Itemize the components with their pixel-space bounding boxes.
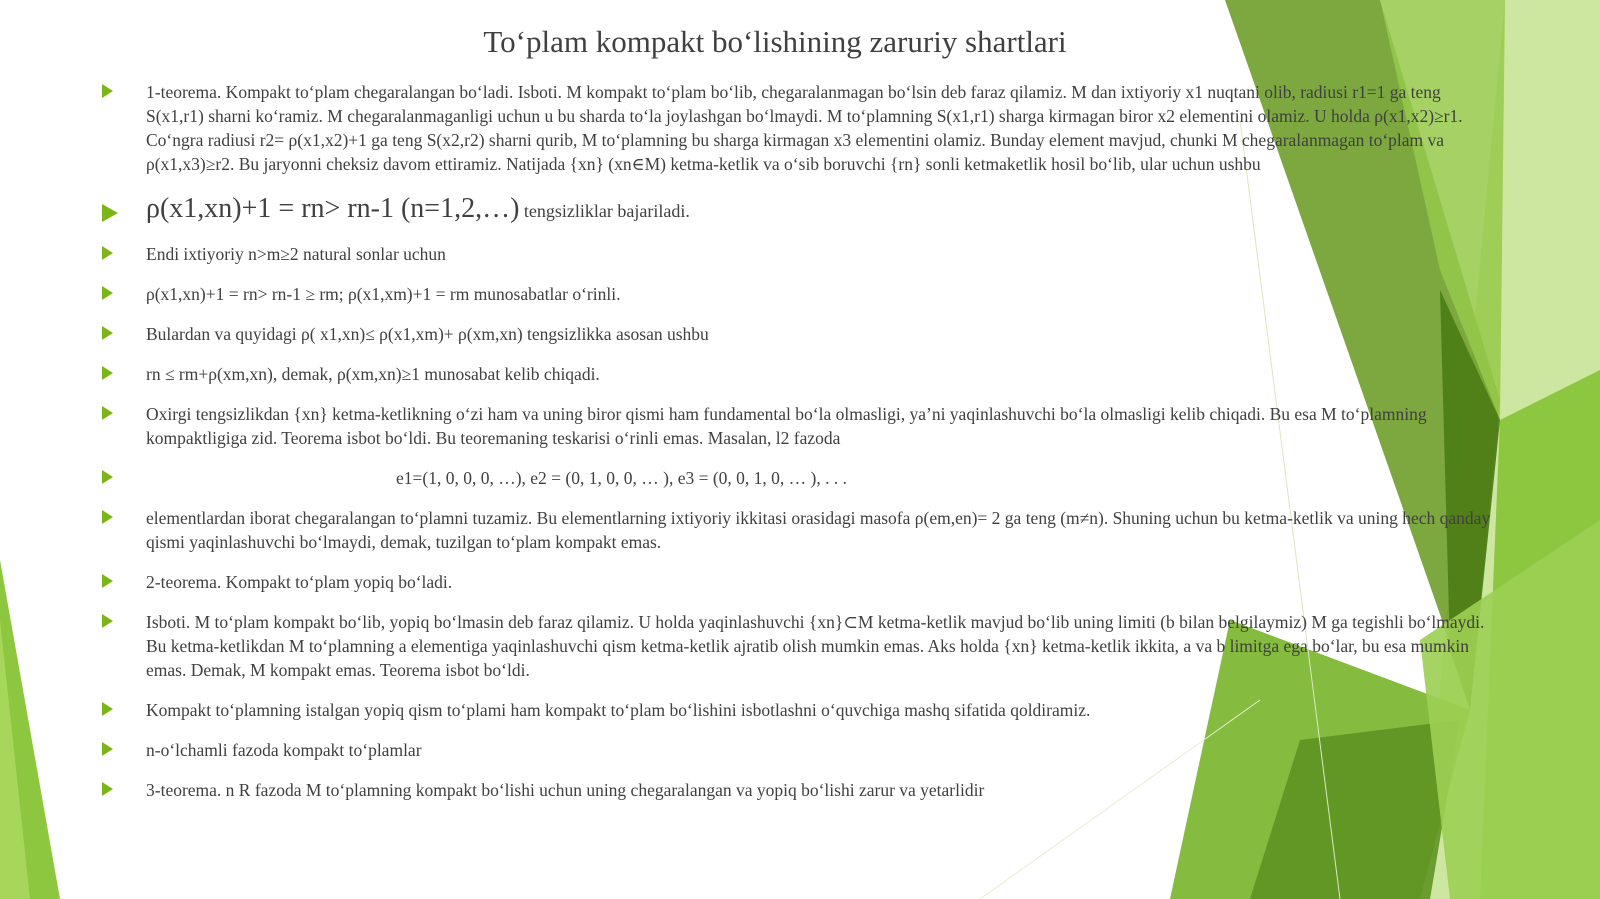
bullet-text: elementlardan iborat chegaralangan to‘plamni tuzamiz. Bu elementlarning ixtiyoriy ikkitasi orasidagi masofa ρ(em,en)= 2 ga teng (m≠n). Shuning uchun bu ketma-ketlik va uning hech qanday qismi yaqinlashuvchi bo‘lmaydi, demak, tuzilgan to‘plam kompakt emas. <box>146 508 1491 552</box>
bullet-text: ρ(x1,xn)+1 = rn> rn-1 ≥ rm; ρ(x1,xm)+1 = rm munosabatlar o‘rinli. <box>146 284 621 304</box>
bullet-text: Isboti. M to‘plam kompakt bo‘lib, yopiq bo‘lmasin deb faraz qilamiz. U holda yaqinlashuvchi {xn}⊂M ketma-ketlik mavjud bo‘lib uning limiti (b bilan belgilaymiz) M ga tegishli bo‘lmaydi. Bu ketma-ketlikdan M to‘plamning a elementiga yaqinlashuvchi qism ketma-ketlik ajratib olish mumkin emas. Aks holda {xn} ketma-ketlik ikkita, a va b limitga ega bo‘lar, bu esa mumkin emas. Demak, M kompakt emas. Teorema isbot bo‘ldi. <box>146 612 1485 680</box>
list-item <box>100 362 1500 386</box>
bullet-arrow-icon <box>102 742 113 756</box>
bullet-arrow-icon <box>102 246 113 260</box>
bullet-text: 3-teorema. n R fazoda M to‘plamning kompakt bo‘lishi uchun uning chegaralangan va yopiq bo‘lishi zarur va yetarlidir <box>146 780 985 800</box>
slide-title: To‘plam kompakt bo‘lishining zaruriy shartlari <box>483 24 1067 59</box>
list-item <box>100 242 1500 266</box>
bullet-arrow-icon <box>102 366 113 380</box>
formula-suffix: tengsizliklar bajariladi. <box>519 201 690 221</box>
list-item <box>100 80 1500 176</box>
bullet-text: Kompakt to‘plamning istalgan yopiq qism to‘plami ham kompakt to‘plam bo‘lishini isbotlashni o‘quvchiga mashq sifatida qoldiramiz. <box>146 700 1091 720</box>
bullet-arrow-icon <box>102 406 113 420</box>
list-item <box>100 322 1500 346</box>
bullet-arrow-icon <box>102 574 113 588</box>
bullet-list <box>100 80 1500 818</box>
bullet-arrow-icon <box>102 84 113 98</box>
bullet-text: Bulardan va quyidagi ρ( x1,xn)≤ ρ(x1,xm)+ ρ(xm,xn) tengsizlikka asosan ushbu <box>146 324 709 344</box>
list-item <box>100 698 1500 722</box>
bullet-arrow-icon <box>102 782 113 796</box>
list-item <box>100 282 1500 306</box>
bullet-text: 2-teorema. Kompakt to‘plam yopiq bo‘ladi. <box>146 572 453 592</box>
list-item <box>100 610 1500 682</box>
list-item <box>100 738 1500 762</box>
list-item <box>100 778 1500 802</box>
bullet-arrow-icon <box>102 204 118 222</box>
formula-text: ρ(x1,xn)+1 = rn> rn-1 (n=1,2,…) <box>146 193 520 224</box>
list-item-formula <box>100 192 1500 226</box>
bullet-text: rn ≤ rm+ρ(xm,xn), demak, ρ(xm,xn)≥1 munosabat kelib chiqadi. <box>146 364 600 384</box>
bullet-text: e1=(1, 0, 0, 0, …), e2 = (0, 1, 0, 0, … ), e3 = (0, 0, 1, 0, … ), . . . <box>396 468 848 488</box>
list-item <box>100 570 1500 594</box>
bullet-arrow-icon <box>102 286 113 300</box>
list-item <box>100 402 1500 450</box>
bullet-text: Oxirgi tengsizlikdan {xn} ketma-ketlikning o‘zi ham va uning biror qismi ham fundamental bo‘la olmasligi, ya’ni yaqinlashuvchi bo‘la olmasligi kelib chiqadi. Bu esa M to‘plamning kompaktligiga zid. Teorema isbot bo‘ldi. Bu teoremaning teskarisi o‘rinli emas. Masalan, l2 fazoda <box>146 404 1427 448</box>
bullet-arrow-icon <box>102 510 113 524</box>
bullet-arrow-icon <box>102 702 113 716</box>
bullet-text: n-o‘lchamli fazoda kompakt to‘plamlar <box>146 740 422 760</box>
bullet-arrow-icon <box>102 470 113 484</box>
list-item <box>100 506 1500 554</box>
bullet-arrow-icon <box>102 614 113 628</box>
list-item <box>100 466 1500 490</box>
bullet-text: 1-teorema. Kompakt to‘plam chegaralangan bo‘ladi. Isboti. M kompakt to‘plam bo‘lib, chegaralanmagan bo‘lsin deb faraz qilamiz. M dan ixtiyoriy x1 nuqtani olib, radiusi r1=1 ga teng S(x1,r1) sharni ko‘ramiz. M chegaralanmaganligi uchun u bu sharda to‘la joylashgan bo‘lmaydi. M to‘plamning S(x1,r1) sharga kirmagan biror x2 elementini olamiz. U holda ρ(x1,x2)≥r1. Co‘ngra radiusi r2= ρ(x1,x2)+1 ga teng S(x2,r2) sharni qurib, M to‘plamning bu sharga kirmagan x3 elementini olamiz. Bunday element mavjud, chunki M chegaralanmagan to‘plam va ρ(x1,x3)≥r2. Bu jaryonni cheksiz davom ettiramiz. Natijada {xn} (xn∈M) ketma-ketlik va o‘sib boruvchi {rn} sonli ketmaketlik hosil bo‘lib, ular uchun ushbu <box>146 82 1463 174</box>
bullet-arrow-icon <box>102 326 113 340</box>
bullet-text: Endi ixtiyoriy n>m≥2 natural sonlar uchun <box>146 244 446 264</box>
